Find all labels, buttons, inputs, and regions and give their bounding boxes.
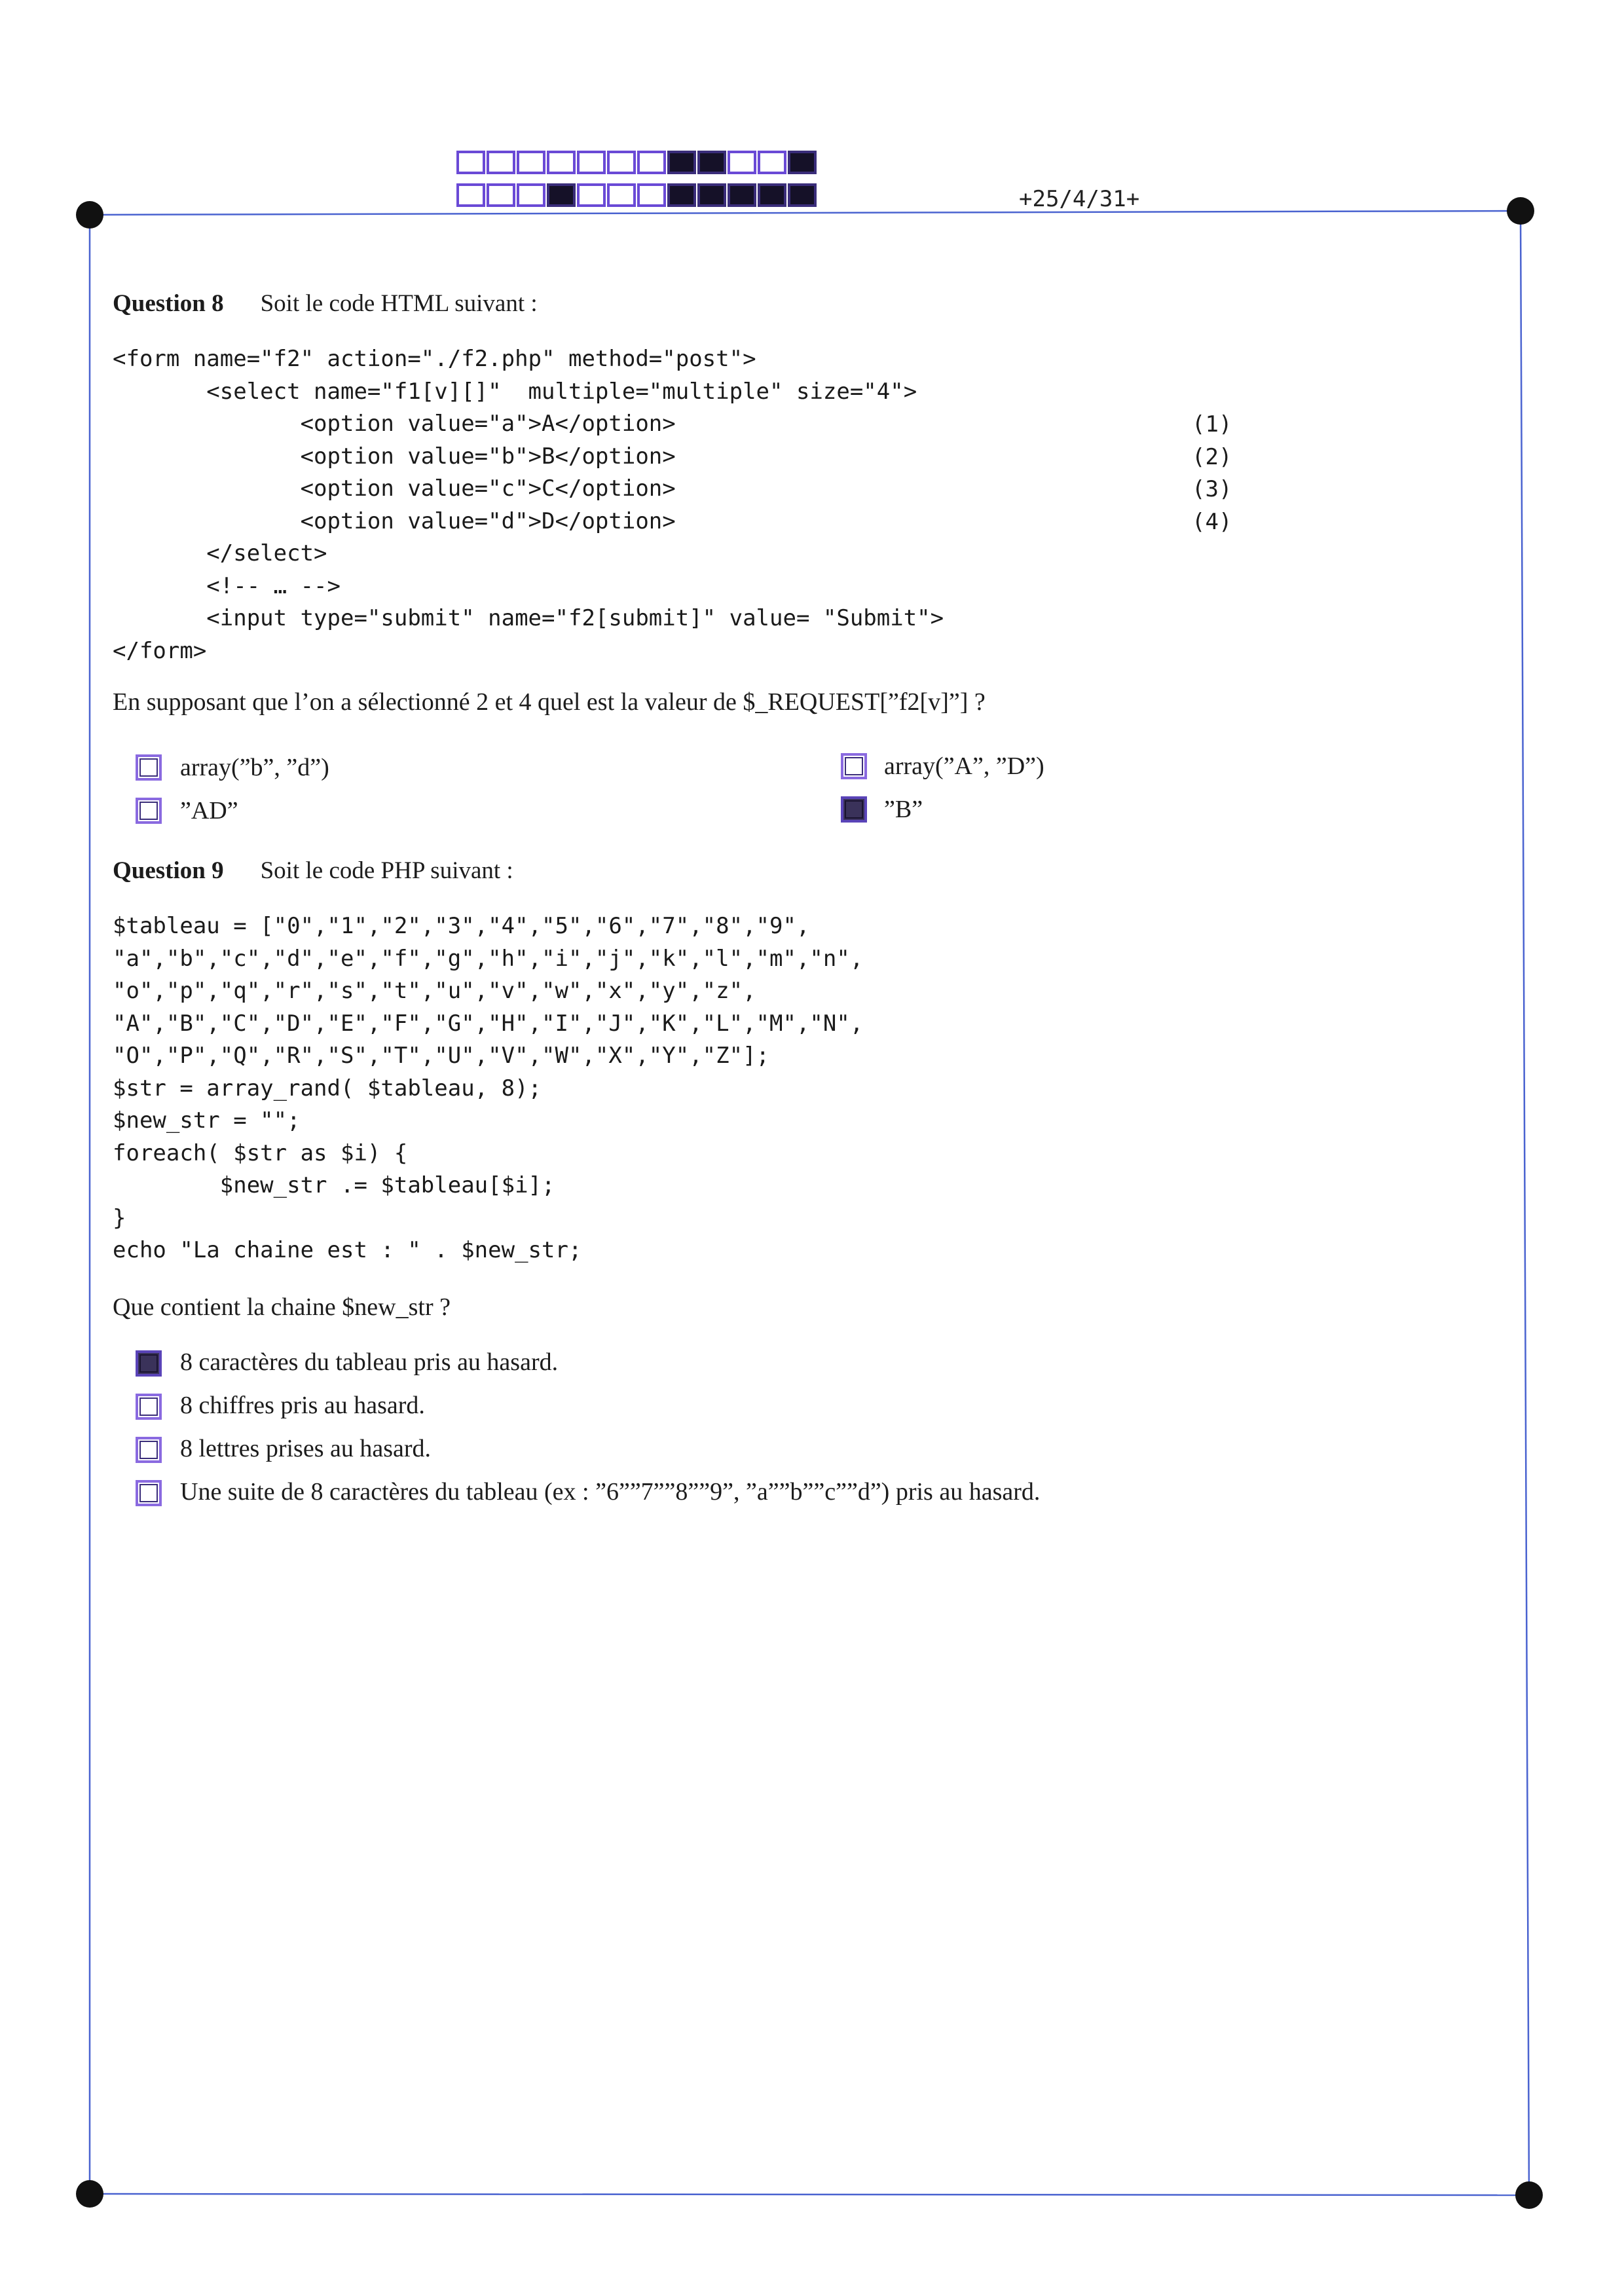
code-line: "a","b","c","d","e","f","g","h","i","j","k","l","m","n", (113, 945, 864, 972)
question-9-prompt: Que contient la chaine $new_str ? (113, 1293, 451, 1321)
code-line: <option value="b">B</option> (113, 443, 676, 470)
answer-label: Une suite de 8 caractères du tableau (ex : ”6””7””8””9”, ”a””b””c””d”) pris au hasard. (180, 1478, 1041, 1506)
code-line: <form name="f2" action="./f2.php" method="post"> (113, 346, 756, 372)
code-line: "o","p","q","r","s","t","u","v","w","x","y","z", (113, 978, 756, 1004)
code-line: <option value="c">C</option> (113, 475, 676, 502)
code-line: $str = array_rand( $tableau, 8); (113, 1075, 542, 1102)
corner-mark-top-left (76, 201, 103, 229)
id-code-box (577, 151, 606, 174)
question-8-prompt: En supposant que l’on a sélectionné 2 et 4 quel est la valeur de $_REQUEST[”f2[v]”] ? (113, 688, 986, 716)
question-8-number: Question 8 (113, 290, 224, 317)
code-line: <input type="submit" name="f2[submit]" value= "Submit"> (113, 605, 944, 631)
id-code-box (607, 151, 636, 174)
id-code-box (637, 151, 666, 174)
answer-checkbox[interactable] (136, 1480, 162, 1506)
code-line: <option value="d">D</option> (113, 508, 676, 534)
question-8-intro: Soit le code HTML suivant : (260, 290, 538, 317)
answer-label: 8 caractères du tableau pris au hasard. (180, 1348, 559, 1376)
id-code-box (607, 183, 636, 207)
answer-checkbox[interactable] (841, 753, 867, 779)
code-line: foreach( $str as $i) { (113, 1139, 408, 1166)
id-code-row-2 (456, 183, 818, 208)
answer-label: 8 lettres prises au hasard. (180, 1435, 432, 1462)
answer-checkbox[interactable] (136, 1394, 162, 1420)
code-line: </form> (113, 637, 207, 664)
code-line: echo "La chaine est : " . $new_str; (113, 1237, 582, 1263)
code-line: } (113, 1204, 126, 1231)
question-8-line-numbers (1192, 409, 1232, 538)
corner-mark-top-right (1507, 197, 1534, 225)
answer-label: 8 chiffres pris au hasard. (180, 1392, 425, 1419)
id-code-box (547, 151, 576, 174)
id-code-box (697, 183, 726, 207)
id-code-box (577, 183, 606, 207)
question-8-title (113, 289, 538, 318)
corner-mark-bottom-right (1515, 2181, 1543, 2209)
code-line: $new_str .= $tableau[$i]; (113, 1172, 555, 1198)
code-line: $tableau = ["0","1","2","3","4","5","6","7","8","9", (113, 913, 810, 939)
answer-checkbox[interactable] (841, 796, 867, 823)
answer-checkbox[interactable] (136, 1350, 162, 1377)
id-code-box (667, 183, 696, 207)
id-code-box (728, 183, 756, 207)
code-line: <select name="f1[v][]" multiple="multiple" size="4"> (113, 378, 917, 405)
line-number: (4) (1192, 508, 1232, 535)
id-code-box (547, 183, 576, 207)
code-line: </select> (113, 540, 327, 566)
id-code-box (487, 183, 515, 207)
question-9-intro: Soit le code PHP suivant : (260, 857, 513, 884)
sheet-id: +25/4/31+ (1019, 186, 1140, 212)
id-code-box (758, 183, 786, 207)
answer-label: array(”A”, ”D”) (884, 752, 1044, 780)
code-line: "O","P","Q","R","S","T","U","V","W","X","Y","Z"]; (113, 1043, 770, 1069)
id-code-box (456, 151, 485, 174)
answer-checkbox[interactable] (136, 754, 162, 781)
answer-checkbox[interactable] (136, 798, 162, 824)
id-code-row-1 (456, 151, 818, 176)
code-line: $new_str = ""; (113, 1107, 301, 1134)
answer-label: ”B” (884, 796, 923, 823)
id-code-box (788, 151, 817, 174)
code-line: "A","B","C","D","E","F","G","H","I","J","K","L","M","N", (113, 1010, 864, 1037)
id-code-box (667, 151, 696, 174)
question-9-number: Question 9 (113, 857, 224, 884)
id-code-box (517, 151, 545, 174)
line-number: (2) (1192, 443, 1232, 470)
answer-checkbox[interactable] (136, 1437, 162, 1463)
question-9-code-block (113, 910, 863, 1267)
line-number: (1) (1192, 411, 1232, 437)
id-code-box (517, 183, 545, 207)
question-8-code-block (113, 343, 944, 667)
answer-label: ”AD” (180, 797, 238, 824)
id-code-box (697, 151, 726, 174)
code-line: <option value="a">A</option> (113, 411, 676, 437)
line-number: (3) (1192, 476, 1232, 502)
answer-label: array(”b”, ”d”) (180, 754, 329, 781)
id-code-box (758, 151, 786, 174)
corner-mark-bottom-left (76, 2180, 103, 2208)
question-9-title (113, 857, 513, 885)
id-code-box (456, 183, 485, 207)
id-code-box (487, 151, 515, 174)
id-code-box (788, 183, 817, 207)
id-code-box (728, 151, 756, 174)
id-code-box (637, 183, 666, 207)
code-line: <!-- … --> (113, 572, 341, 599)
